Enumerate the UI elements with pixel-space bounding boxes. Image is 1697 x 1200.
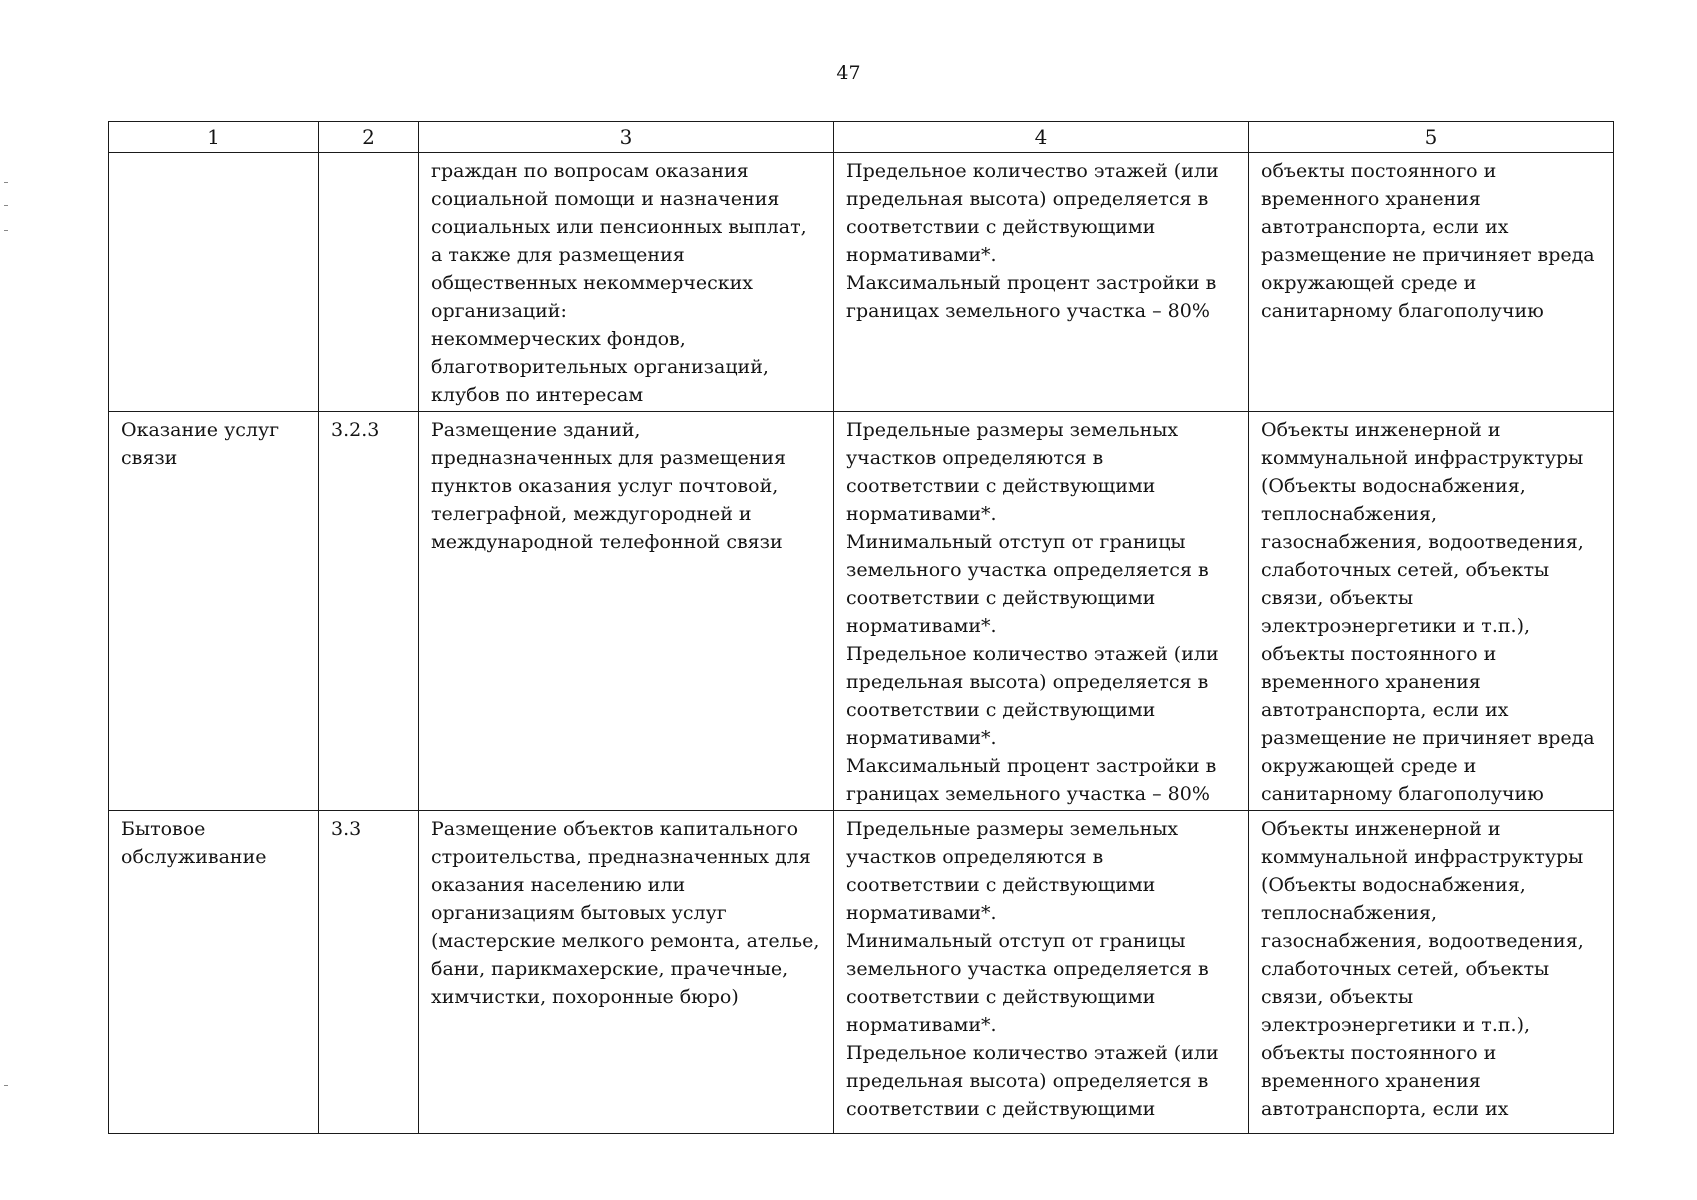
classifier-code: 3.3 xyxy=(331,818,362,840)
cell-text-line: нормативами*. xyxy=(846,727,997,749)
table-row xyxy=(109,811,1614,1134)
scan-margin-mark xyxy=(4,1085,8,1086)
land-use-name-cell xyxy=(109,811,319,1134)
cell-text-line: коммунальной инфраструктуры xyxy=(1261,846,1584,868)
parameters-cell xyxy=(834,811,1249,1134)
cell-text-line: некоммерческих фондов, xyxy=(431,328,686,350)
description-cell xyxy=(419,153,834,412)
cell-text-line: телеграфной, междугородней и xyxy=(431,503,752,525)
cell-text-line: Размещение зданий, xyxy=(431,419,641,441)
header-col-4: 4 xyxy=(834,122,1249,153)
cell-text-line: объекты постоянного и xyxy=(1261,1042,1497,1064)
cell-text-line: пунктов оказания услуг почтовой, xyxy=(431,475,779,497)
cell-text-line: слаботочных сетей, объекты xyxy=(1261,559,1550,581)
cell-text-line: обслуживание xyxy=(121,846,267,868)
cell-text-line: предельная высота) определяется в xyxy=(846,188,1209,210)
cell-text-line: коммунальной инфраструктуры xyxy=(1261,447,1584,469)
cell-text-line: объекты постоянного и xyxy=(1261,643,1497,665)
cell-text-line: Объекты инженерной и xyxy=(1261,818,1501,840)
cell-text-line: Оказание услуг xyxy=(121,419,280,441)
cell-text-line: Предельное количество этажей (или xyxy=(846,1042,1219,1064)
parameters-cell xyxy=(834,153,1249,412)
table-row xyxy=(109,412,1614,811)
cell-text-line: временного хранения xyxy=(1261,671,1481,693)
cell-text-line: оказания населению или xyxy=(431,874,686,896)
cell-text-line: благотворительных организаций, xyxy=(431,356,769,378)
cell-text-line: Максимальный процент застройки в xyxy=(846,272,1217,294)
cell-text-line: нормативами*. xyxy=(846,244,997,266)
cell-text-line: (мастерские мелкого ремонта, ателье, xyxy=(431,930,820,952)
cell-text-line: окружающей среде и xyxy=(1261,272,1477,294)
land-use-name-cell xyxy=(109,153,319,412)
cell-text-line: связи xyxy=(121,447,178,469)
cell-text-line: автотранспорта, если их xyxy=(1261,216,1509,238)
scan-margin-mark xyxy=(4,230,8,231)
header-col-1: 1 xyxy=(109,122,319,153)
header-col-2: 2 xyxy=(319,122,419,153)
cell-text-line: границах земельного участка – 80% xyxy=(846,300,1210,322)
cell-text-line: Объекты инженерной и xyxy=(1261,419,1501,441)
cell-text-line: объекты постоянного и xyxy=(1261,160,1497,182)
cell-text-line: социальных или пенсионных выплат, xyxy=(431,216,807,238)
cell-text-line: Бытовое xyxy=(121,818,206,840)
cell-text-line: санитарному благополучию xyxy=(1261,300,1544,322)
cell-text-line: строительства, предназначенных для xyxy=(431,846,811,868)
cell-text-line: временного хранения xyxy=(1261,188,1481,210)
table-row xyxy=(109,153,1614,412)
cell-text-line: участков определяются в xyxy=(846,846,1104,868)
cell-text-line: нормативами*. xyxy=(846,615,997,637)
cell-text-line: Предельное количество этажей (или xyxy=(846,643,1219,665)
page-number: 47 xyxy=(836,62,861,84)
cell-text-line: (Объекты водоснабжения, xyxy=(1261,874,1526,896)
header-col-3: 3 xyxy=(419,122,834,153)
cell-text-line: земельного участка определяется в xyxy=(846,958,1209,980)
description-cell xyxy=(419,811,834,1134)
cell-text-line: предельная высота) определяется в xyxy=(846,1070,1209,1092)
cell-text-line: Предельные размеры земельных xyxy=(846,419,1179,441)
cell-text-line: нормативами*. xyxy=(846,503,997,525)
cell-text-line: теплоснабжения, xyxy=(1261,503,1438,525)
cell-text-line: газоснабжения, водоотведения, xyxy=(1261,930,1584,952)
cell-text-line: соответствии с действующими xyxy=(846,216,1156,238)
cell-text-line: автотранспорта, если их xyxy=(1261,1098,1509,1120)
cell-text-line: клубов по интересам xyxy=(431,384,644,406)
cell-text-line: размещение не причиняет вреда xyxy=(1261,244,1595,266)
cell-text-line: окружающей среде и xyxy=(1261,755,1477,777)
cell-text-line: соответствии с действующими xyxy=(846,986,1156,1008)
cell-text-line: а также для размещения xyxy=(431,244,685,266)
cell-text-line: граждан по вопросам оказания xyxy=(431,160,749,182)
classifier-code-cell xyxy=(319,811,419,1134)
cell-text-line: соответствии с действующими xyxy=(846,699,1156,721)
cell-text-line: соответствии с действующими xyxy=(846,1098,1156,1120)
cell-text-line: организациям бытовых услуг xyxy=(431,902,727,924)
cell-text-line: Минимальный отступ от границы xyxy=(846,531,1186,553)
classifier-code: 3.2.3 xyxy=(331,419,380,441)
cell-text-line: (Объекты водоснабжения, xyxy=(1261,475,1526,497)
cell-text-line: санитарному благополучию xyxy=(1261,783,1544,805)
scan-margin-mark xyxy=(4,182,8,183)
cell-text-line: Минимальный отступ от границы xyxy=(846,930,1186,952)
cell-text-line: электроэнергетики и т.п.), xyxy=(1261,1014,1531,1036)
cell-text-line: соответствии с действующими xyxy=(846,587,1156,609)
cell-text-line: организаций: xyxy=(431,300,567,322)
cell-text-line: границах земельного участка – 80% xyxy=(846,783,1210,805)
cell-text-line: временного хранения xyxy=(1261,1070,1481,1092)
cell-text-line: Размещение объектов капитального xyxy=(431,818,799,840)
parameters-cell xyxy=(834,412,1249,811)
cell-text-line: размещение не причиняет вреда xyxy=(1261,727,1595,749)
land-use-table xyxy=(108,121,1614,1134)
cell-text-line: Предельные размеры земельных xyxy=(846,818,1179,840)
cell-text-line: связи, объекты xyxy=(1261,587,1414,609)
cell-text-line: теплоснабжения, xyxy=(1261,902,1438,924)
classifier-code-cell xyxy=(319,412,419,811)
auxiliary-uses-cell xyxy=(1249,412,1614,811)
cell-text-line: нормативами*. xyxy=(846,1014,997,1036)
cell-text-line: Предельное количество этажей (или xyxy=(846,160,1219,182)
cell-text-line: связи, объекты xyxy=(1261,986,1414,1008)
cell-text-line: общественных некоммерческих xyxy=(431,272,753,294)
cell-text-line: электроэнергетики и т.п.), xyxy=(1261,615,1531,637)
classifier-code-cell xyxy=(319,153,419,412)
auxiliary-uses-cell xyxy=(1249,811,1614,1134)
auxiliary-uses-cell xyxy=(1249,153,1614,412)
header-col-5: 5 xyxy=(1249,122,1614,153)
cell-text-line: нормативами*. xyxy=(846,902,997,924)
cell-text-line: соответствии с действующими xyxy=(846,475,1156,497)
cell-text-line: земельного участка определяется в xyxy=(846,559,1209,581)
cell-text-line: бани, парикмахерские, прачечные, xyxy=(431,958,789,980)
cell-text-line: химчистки, похоронные бюро) xyxy=(431,986,739,1008)
cell-text-line: социальной помощи и назначения xyxy=(431,188,780,210)
cell-text-line: соответствии с действующими xyxy=(846,874,1156,896)
cell-text-line: слаботочных сетей, объекты xyxy=(1261,958,1550,980)
scan-margin-mark xyxy=(4,205,8,206)
cell-text-line: международной телефонной связи xyxy=(431,531,783,553)
cell-text-line: предназначенных для размещения xyxy=(431,447,787,469)
cell-text-line: предельная высота) определяется в xyxy=(846,671,1209,693)
land-use-name-cell xyxy=(109,412,319,811)
header-row xyxy=(109,122,1614,153)
cell-text-line: газоснабжения, водоотведения, xyxy=(1261,531,1584,553)
description-cell xyxy=(419,412,834,811)
cell-text-line: Максимальный процент застройки в xyxy=(846,755,1217,777)
cell-text-line: автотранспорта, если их xyxy=(1261,699,1509,721)
cell-text-line: участков определяются в xyxy=(846,447,1104,469)
